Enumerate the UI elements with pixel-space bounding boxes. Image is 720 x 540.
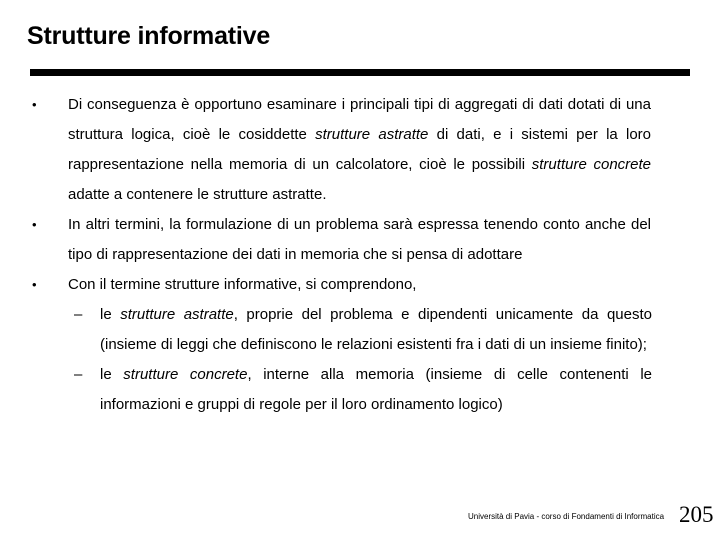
title-underline: [30, 69, 690, 76]
sub-bullet-item: [74, 360, 653, 420]
bullet-item: [32, 270, 651, 300]
emphasis-text: strutture concrete: [123, 366, 248, 383]
footer-course-name: Università di Pavia - corso di Fondamenti di Informatica: [468, 512, 665, 521]
sub-bullet-marker: –: [74, 366, 83, 383]
bullet-item: [32, 210, 651, 270]
slide-title: Strutture informative: [27, 22, 271, 50]
bullet-item: [32, 90, 652, 210]
sub-bullet-item: [74, 300, 653, 360]
bullet-text: di dati, e i sistemi per la loro rappresentazione nella memoria di un calcolatore, cioè le possibili: [68, 126, 652, 173]
bullet-marker: •: [32, 217, 37, 232]
emphasis-text: strutture concrete: [531, 156, 652, 173]
slide-body: [0, 90, 720, 420]
sub-bullet-text: , interne alla memoria (insieme di celle contenenti le informazioni e gruppi di regole per il loro ordinamento logico): [100, 366, 653, 413]
bullet-text: In altri termini, la formulazione di un problema sarà espressa tenendo conto anche del tipo di rappresentazione dei dati in memoria che si pensa di adottare: [68, 216, 651, 263]
bullet-text: Con il termine strutture informative, si comprendono,: [68, 276, 417, 293]
emphasis-text: strutture astratte: [120, 306, 234, 323]
sub-bullet-text: le: [100, 306, 121, 323]
sub-bullet-text: , proprie del problema e dipendenti unicamente da questo (insieme di leggi che definiscono le relazioni esistenti fra i dati di un insieme finito);: [100, 306, 653, 353]
bullet-text: Di conseguenza è opportuno esaminare i principali tipi di aggregati di dati dotati di una struttura logica, cioè le cosiddette: [68, 96, 651, 143]
bullet-marker: •: [32, 277, 37, 292]
sub-bullet-text: le: [100, 366, 124, 383]
bullet-text: adatte a contenere le strutture astratte.: [68, 186, 327, 203]
emphasis-text: strutture astratte: [315, 126, 429, 143]
page-number: 205: [679, 502, 714, 527]
bullet-marker: •: [32, 97, 37, 112]
sub-bullet-marker: –: [74, 306, 83, 323]
